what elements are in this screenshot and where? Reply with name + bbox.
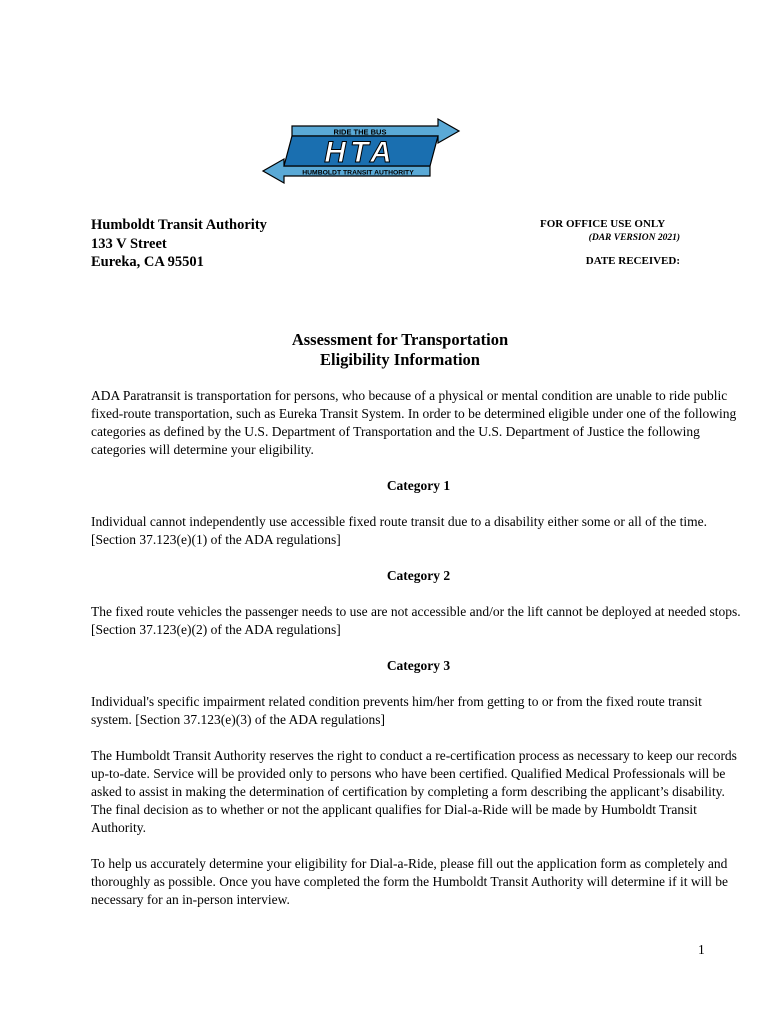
- office-use-block: [540, 218, 680, 267]
- recertification-paragraph: The Humboldt Transit Authority reserves the right to conduct a re-certification process as necessary to keep our records up-to-date. Service will be provided only to persons who have been certified. Qualified Medical Professionals will be asked to assist in making the determination of certification by completing a form describing the applicant’s disability. The final decision as to whether or not the applicant qualifies for Dial-a-Ride will be made by Humboldt Transit Authority.: [91, 748, 737, 835]
- title-line-2: Eligibility Information: [320, 350, 480, 369]
- help-paragraph: To help us accurately determine your eligibility for Dial-a-Ride, please fill out the application form as completely and thoroughly as possible. Once you have completed the form the Humboldt Transit Authority will determine if it will be necessary for an in-person interview.: [91, 856, 729, 907]
- title-line-1: Assessment for Transportation: [291, 330, 509, 349]
- hta-logo: [260, 116, 462, 188]
- category-2-heading: Category 2: [386, 568, 451, 583]
- sender-address: [91, 216, 267, 272]
- logo-top-text: RIDE THE BUS: [333, 127, 387, 137]
- dar-version: (DAR VERSION 2021): [588, 233, 680, 243]
- document-body: [91, 387, 746, 909]
- logo-bottom-text: HUMBOLDT TRANSIT AUTHORITY: [302, 169, 414, 177]
- category-3-text: Individual's specific impairment related condition prevents him/her from getting to or from the fixed route transit system. [Section 37.123(e)(3) of the ADA regulations]: [91, 694, 702, 727]
- page-number: 1: [698, 942, 705, 957]
- office-use-label: FOR OFFICE USE ONLY: [540, 218, 666, 230]
- logo-main-text: HTA: [324, 136, 396, 169]
- address-line-1: Humboldt Transit Authority: [91, 217, 267, 233]
- date-received-label: DATE RECEIVED:: [585, 255, 680, 267]
- category-1-heading: Category 1: [386, 478, 451, 493]
- category-1-text: Individual cannot independently use accessible fixed route transit due to a disability either some or all of the time. [Section 37.123(e)(1) of the ADA regulations]: [91, 514, 707, 547]
- address-line-2: 133 V Street: [91, 235, 167, 252]
- address-line-3: Eureka, CA 95501: [91, 254, 204, 270]
- hta-logo-graphic: [260, 116, 462, 188]
- document-title: [0, 330, 770, 370]
- intro-paragraph: ADA Paratransit is transportation for persons, who because of a physical or mental condition are unable to ride public fixed-route transportation, such as Eureka Transit System. In order to be determined eligible under one of the following categories as defined by the U.S. Department of Transportation and the U.S. Department of Justice the following categories will determine your eligibility.: [91, 388, 737, 457]
- category-2-text: The fixed route vehicles the passenger needs to use are not accessible and/or the lift cannot be deployed at needed stops. [Section 37.123(e)(2) of the ADA regulations]: [91, 604, 741, 637]
- category-3-heading: Category 3: [386, 658, 451, 673]
